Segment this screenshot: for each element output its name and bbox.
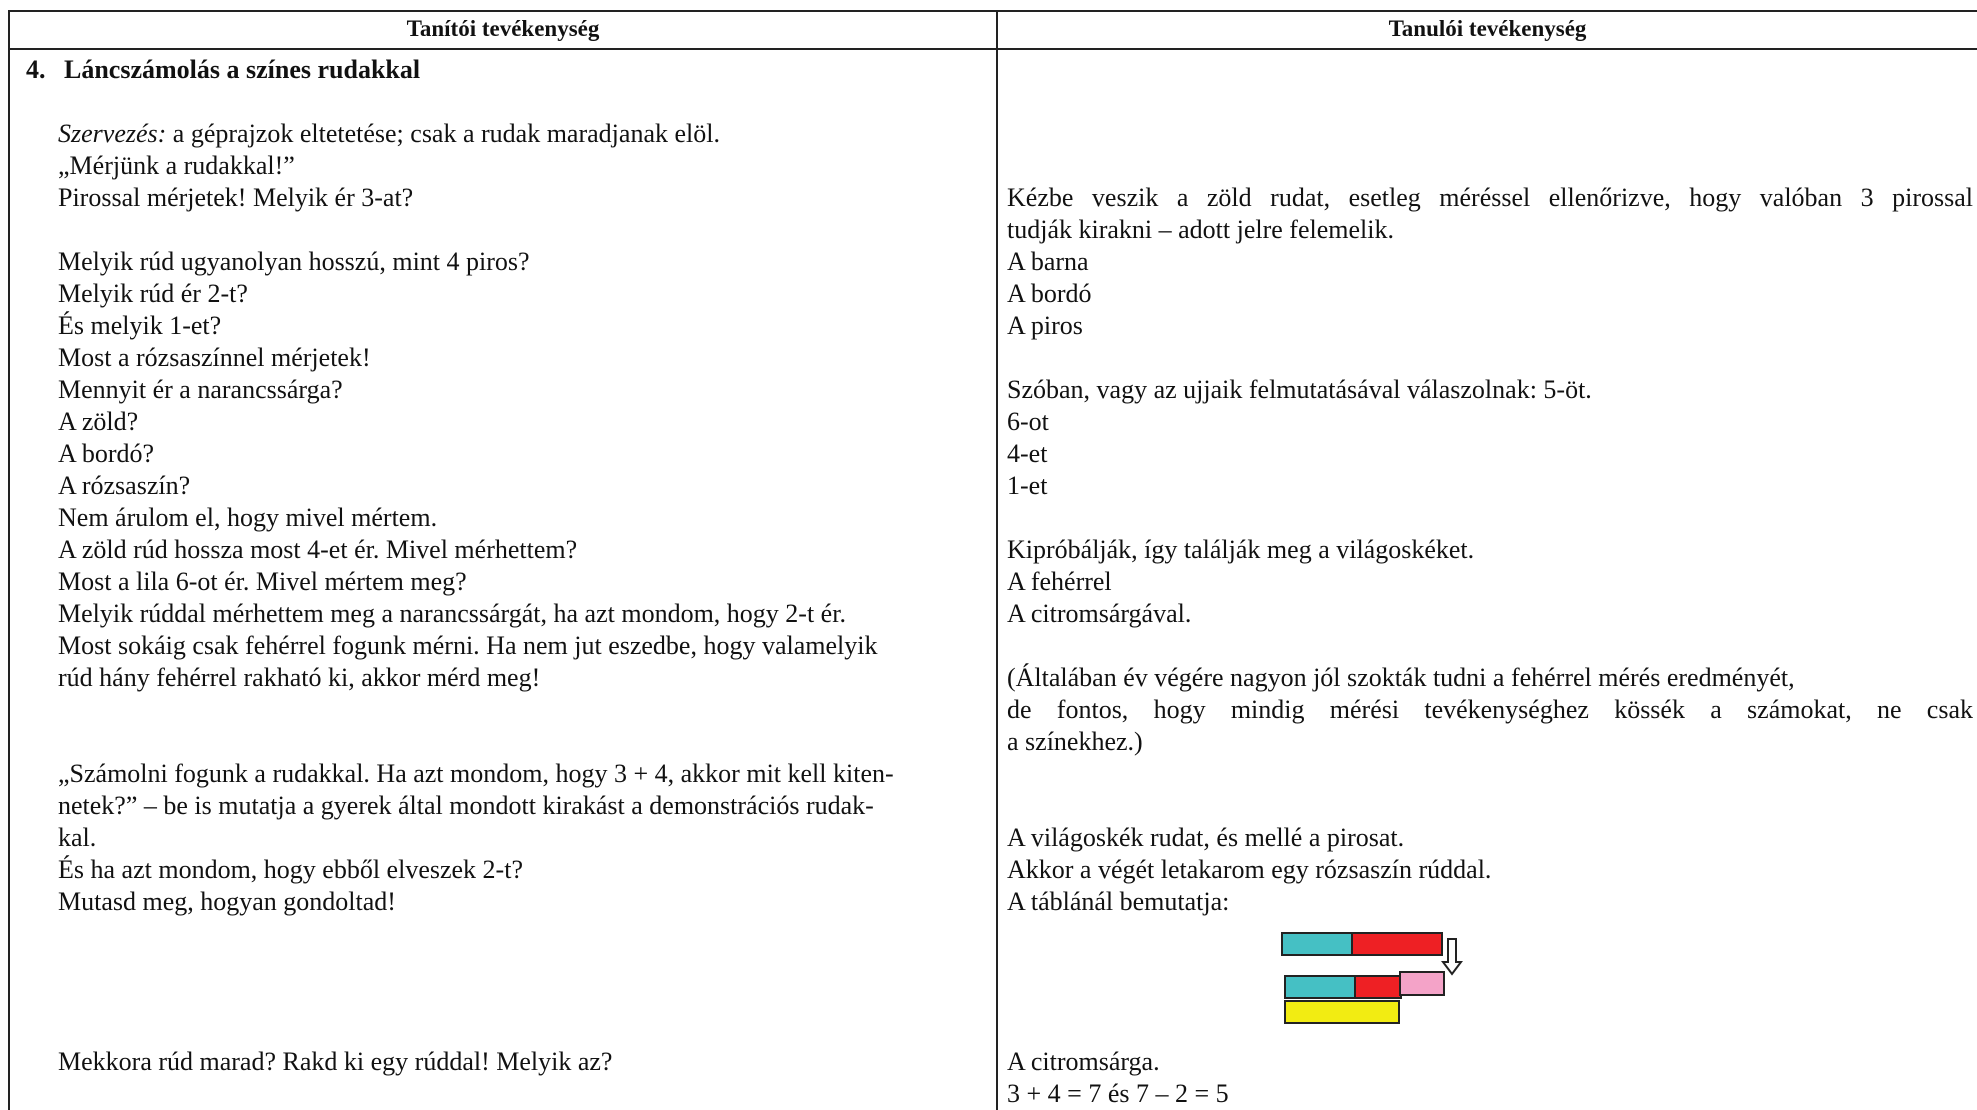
teacher-line: A zöld? (58, 407, 139, 436)
header-separator (8, 48, 1977, 50)
red-rod (1351, 932, 1443, 956)
student-line: Kézbe veszik a zöld rudat, esetleg méréssel ellenőrizve, hogy valóban 3 pirossal (1007, 183, 1973, 212)
student-line: A piros (1007, 311, 1083, 340)
student-line: tudják kirakni – adott jelre felemelik. (1007, 215, 1394, 244)
teacher-line: „Számolni fogunk a rudakkal. Ha azt mondom, hogy 3 + 4, akkor mit kell kiten- (58, 759, 894, 788)
teacher-line: netek?” – be is mutatja a gyerek által mondott kirakást a demonstrációs rudak- (58, 791, 874, 820)
student-line: a színekhez.) (1007, 727, 1143, 756)
teacher-line: rúd hány fehérrel rakható ki, akkor mérd meg! (58, 663, 541, 692)
student-line: A bordó (1007, 279, 1092, 308)
section-heading (26, 55, 420, 85)
light-blue-rod (1281, 932, 1353, 956)
table-top-border (8, 10, 1977, 12)
student-line: A világoskék rudat, és mellé a pirosat. (1007, 823, 1405, 852)
teacher-line: Mekkora rúd marad? Rakd ki egy rúddal! Melyik az? (58, 1047, 613, 1076)
student-line: Akkor a végét letakarom egy rózsaszín rúddal. (1007, 855, 1492, 884)
teacher-line: És melyik 1-et? (58, 311, 222, 340)
yellow-rod (1284, 1000, 1400, 1024)
teacher-line: „Mérjünk a rudakkal!” (58, 151, 295, 180)
teacher-line: Melyik rúddal mérhettem meg a narancssárgát, ha azt mondom, hogy 2-t ér. (58, 599, 846, 628)
teacher-line: Most a rózsaszínnel mérjetek! (58, 343, 371, 372)
student-line: A citromsárga. (1007, 1047, 1160, 1076)
student-line: Kipróbálják, így találják meg a világoskéket. (1007, 535, 1475, 564)
teacher-line: Nem árulom el, hogy mivel mértem. (58, 503, 438, 532)
student-line: A barna (1007, 247, 1089, 276)
student-line: (Általában év végére nagyon jól szokták tudni a fehérrel mérés eredményét, (1007, 663, 1795, 692)
teacher-column-header: Tanítói tevékenység (406, 16, 600, 41)
teacher-line: kal. (58, 823, 97, 852)
teacher-line: Melyik rúd ugyanolyan hosszú, mint 4 piros? (58, 247, 530, 276)
student-line: A citromsárgával. (1007, 599, 1192, 628)
light-blue-rod (1284, 975, 1356, 999)
section-number: 4. (26, 55, 46, 84)
student-line: Szóban, vagy az ujjaik felmutatásával válaszolnak: 5-öt. (1007, 375, 1592, 404)
teacher-line: A zöld rúd hossza most 4-et ér. Mivel mérhettem? (58, 535, 578, 564)
down-arrow-icon (1441, 938, 1463, 976)
organization-line (58, 118, 720, 150)
column-divider (996, 10, 998, 1110)
pink-rod (1399, 971, 1445, 996)
red-rod (1354, 975, 1402, 999)
table-left-border (8, 10, 10, 1110)
teacher-line: Melyik rúd ér 2-t? (58, 279, 248, 308)
teacher-line: Pirossal mérjetek! Melyik ér 3-at? (58, 183, 414, 212)
student-line: 3 + 4 = 7 és 7 – 2 = 5 (1007, 1079, 1229, 1108)
organization-label: Szervezés: (58, 119, 167, 148)
teacher-line: És ha azt mondom, hogy ebből elveszek 2-t? (58, 855, 523, 884)
teacher-line: Mennyit ér a narancssárga? (58, 375, 343, 404)
student-line: A táblánál bemutatja: (1007, 887, 1230, 916)
student-line: A fehérrel (1007, 567, 1112, 596)
teacher-line: Most a lila 6-ot ér. Mivel mértem meg? (58, 567, 467, 596)
organization-text: a géprajzok eltetetése; csak a rudak maradjanak elöl. (166, 119, 720, 148)
student-line: de fontos, hogy mindig mérési tevékenységhez kössék a számokat, ne csak (1007, 695, 1973, 724)
student-line: 1-et (1007, 471, 1048, 500)
teacher-line: A rózsaszín? (58, 471, 191, 500)
section-title: Láncszámolás a színes rudakkal (64, 55, 421, 84)
student-column-header: Tanulói tevékenység (1388, 16, 1587, 41)
teacher-line: A bordó? (58, 439, 155, 468)
teacher-line: Mutasd meg, hogyan gondoltad! (58, 887, 396, 916)
student-line: 4-et (1007, 439, 1048, 468)
teacher-line: Most sokáig csak fehérrel fogunk mérni. Ha nem jut eszedbe, hogy valamelyik (58, 631, 878, 660)
student-line: 6-ot (1007, 407, 1049, 436)
